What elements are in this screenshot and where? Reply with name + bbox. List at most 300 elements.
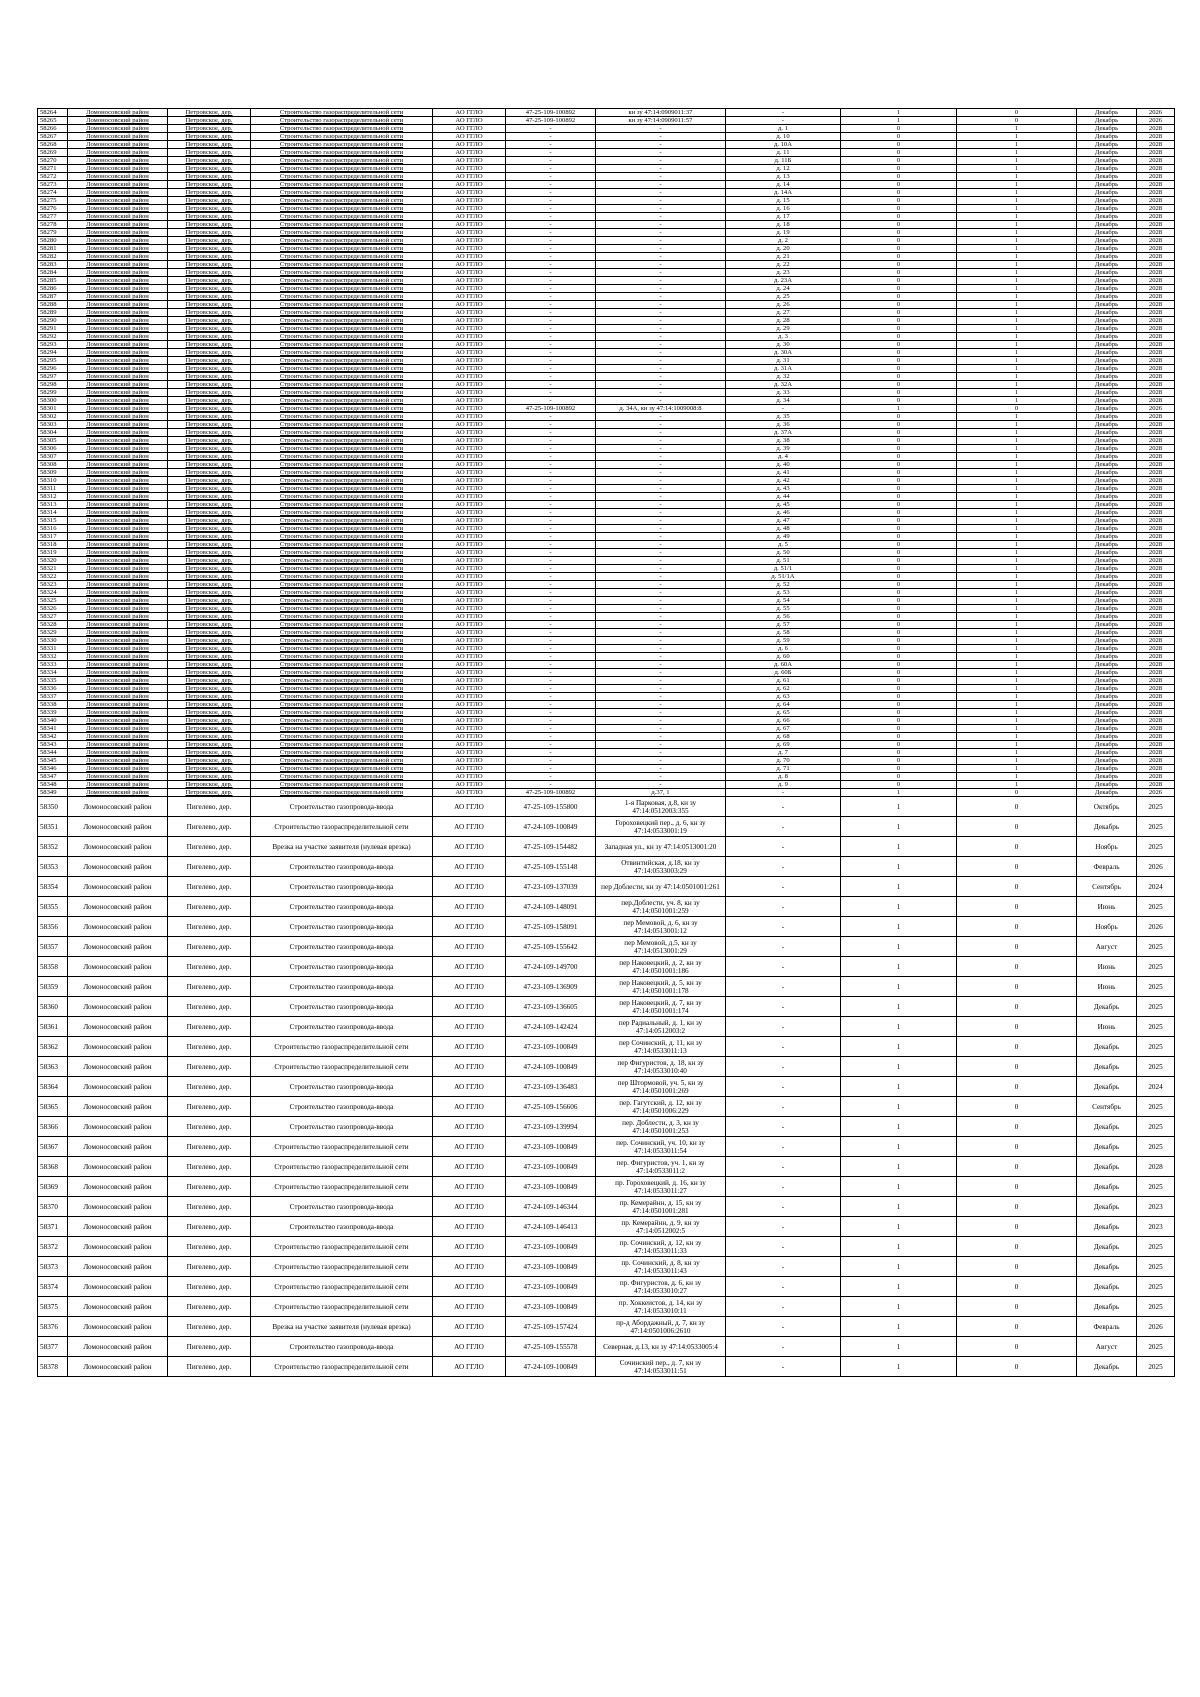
cadastral-address-cell: -: [596, 413, 726, 421]
work-type-cell: Строительство газораспределительной сети: [251, 157, 433, 165]
row-number: 58352: [38, 837, 68, 857]
month-cell: Декабрь: [1077, 549, 1137, 557]
house-number-cell: д. 57: [726, 621, 841, 629]
organization-cell: АО ГГЛО: [433, 149, 506, 157]
work-type-cell: Строительство газораспределительной сети: [251, 725, 433, 733]
table-row: [38, 141, 1175, 149]
work-type-cell: Строительство газораспределительной сети: [251, 165, 433, 173]
cadastral-address-cell: -: [596, 325, 726, 333]
cadastral-address-cell: Гороховецкий пер., д. 6, кн зу 47:14:0533001:19: [596, 817, 726, 837]
work-type-cell: Строительство газораспределительной сети: [251, 133, 433, 141]
contract-number-cell: -: [506, 205, 596, 213]
year-cell: 2028: [1137, 597, 1175, 605]
connected-count-cell: 0: [841, 725, 957, 733]
planned-count-cell: 1: [957, 229, 1077, 237]
month-cell: Декабрь: [1077, 653, 1137, 661]
month-cell: Декабрь: [1077, 1257, 1137, 1277]
locality-cell: Пигелево, дер.: [168, 997, 251, 1017]
planned-count-cell: 0: [957, 1117, 1077, 1137]
organization-cell: АО ГГЛО: [433, 109, 506, 117]
month-cell: Декабрь: [1077, 117, 1137, 125]
locality-cell: Петровское, дер.: [168, 213, 251, 221]
planned-count-cell: 1: [957, 421, 1077, 429]
organization-cell: АО ГГЛО: [433, 477, 506, 485]
month-cell: Октябрь: [1077, 797, 1137, 817]
contract-number-cell: -: [506, 333, 596, 341]
year-cell: 2028: [1137, 485, 1175, 493]
row-number: 58303: [38, 421, 68, 429]
planned-count-cell: 1: [957, 597, 1077, 605]
month-cell: Декабрь: [1077, 421, 1137, 429]
row-number: 58350: [38, 797, 68, 817]
year-cell: 2028: [1137, 165, 1175, 173]
house-number-cell: д. 38: [726, 437, 841, 445]
month-cell: Декабрь: [1077, 781, 1137, 789]
house-number-cell: д. 47: [726, 517, 841, 525]
district-cell: Ломоносовский район: [68, 1257, 168, 1277]
year-cell: 2028: [1137, 477, 1175, 485]
contract-number-cell: -: [506, 165, 596, 173]
row-number: 58276: [38, 205, 68, 213]
contract-number-cell: -: [506, 509, 596, 517]
year-cell: 2028: [1137, 141, 1175, 149]
locality-cell: Петровское, дер.: [168, 717, 251, 725]
table-row: [38, 589, 1175, 597]
work-type-cell: Строительство газораспределительной сети: [251, 333, 433, 341]
cadastral-address-cell: кн зу 47:14:0909011:57: [596, 117, 726, 125]
locality-cell: Пигелево, дер.: [168, 1117, 251, 1137]
cadastral-address-cell: 1-я Парковая, д.8, кн зу 47:14:0512003:355: [596, 797, 726, 817]
cadastral-address-cell: пр-д Абордажный, д. 7, кн зу 47:14:0501006:2610: [596, 1317, 726, 1337]
planned-count-cell: 1: [957, 565, 1077, 573]
house-number-cell: д. 71: [726, 765, 841, 773]
district-cell: Ломоносовский район: [68, 429, 168, 437]
work-type-cell: Строительство газораспределительной сети: [251, 717, 433, 725]
organization-cell: АО ГГЛО: [433, 789, 506, 797]
row-number: 58337: [38, 693, 68, 701]
house-number-cell: -: [726, 1277, 841, 1297]
connected-count-cell: 0: [841, 253, 957, 261]
year-cell: 2028: [1137, 629, 1175, 637]
planned-count-cell: 0: [957, 1257, 1077, 1277]
month-cell: Декабрь: [1077, 301, 1137, 309]
row-number: 58359: [38, 977, 68, 997]
connected-count-cell: 0: [841, 685, 957, 693]
organization-cell: АО ГГЛО: [433, 181, 506, 189]
house-number-cell: д. 36: [726, 421, 841, 429]
row-number: 58365: [38, 1097, 68, 1117]
cadastral-address-cell: -: [596, 573, 726, 581]
work-type-cell: Строительство газораспределительной сети: [251, 205, 433, 213]
contract-number-cell: -: [506, 421, 596, 429]
contract-number-cell: 47-23-109-136483: [506, 1077, 596, 1097]
locality-cell: Петровское, дер.: [168, 245, 251, 253]
work-type-cell: Строительство газораспределительной сети: [251, 765, 433, 773]
row-number: 58372: [38, 1237, 68, 1257]
planned-count-cell: 1: [957, 749, 1077, 757]
locality-cell: Пигелево, дер.: [168, 1097, 251, 1117]
month-cell: Декабрь: [1077, 277, 1137, 285]
connected-count-cell: 1: [841, 1117, 957, 1137]
work-type-cell: Строительство газораспределительной сети: [251, 357, 433, 365]
year-cell: 2024: [1137, 1077, 1175, 1097]
row-number: 58265: [38, 117, 68, 125]
connected-count-cell: 0: [841, 301, 957, 309]
month-cell: Декабрь: [1077, 357, 1137, 365]
house-number-cell: -: [726, 789, 841, 797]
month-cell: Декабрь: [1077, 1177, 1137, 1197]
locality-cell: Пигелево, дер.: [168, 1037, 251, 1057]
month-cell: Декабрь: [1077, 1077, 1137, 1097]
year-cell: 2028: [1137, 781, 1175, 789]
table-row: [38, 1177, 1175, 1197]
row-number: 58310: [38, 477, 68, 485]
house-number-cell: -: [726, 1017, 841, 1037]
month-cell: Декабрь: [1077, 645, 1137, 653]
locality-cell: Пигелево, дер.: [168, 837, 251, 857]
row-number: 58273: [38, 181, 68, 189]
month-cell: Декабрь: [1077, 533, 1137, 541]
year-cell: 2028: [1137, 757, 1175, 765]
house-number-cell: -: [726, 1337, 841, 1357]
locality-cell: Петровское, дер.: [168, 445, 251, 453]
row-number: 58298: [38, 381, 68, 389]
locality-cell: Петровское, дер.: [168, 685, 251, 693]
month-cell: Декабрь: [1077, 261, 1137, 269]
planned-count-cell: 1: [957, 525, 1077, 533]
year-cell: 2026: [1137, 789, 1175, 797]
locality-cell: Петровское, дер.: [168, 237, 251, 245]
contract-number-cell: -: [506, 237, 596, 245]
work-type-cell: Строительство газораспределительной сети: [251, 413, 433, 421]
row-number: 58341: [38, 725, 68, 733]
cadastral-address-cell: пер Радиальный, д. 1, кн зу 47:14:0512003:2: [596, 1017, 726, 1037]
month-cell: Декабрь: [1077, 1197, 1137, 1217]
work-type-cell: Строительство газопровода-ввода: [251, 997, 433, 1017]
planned-count-cell: 1: [957, 453, 1077, 461]
connected-count-cell: 0: [841, 733, 957, 741]
district-cell: Ломоносовский район: [68, 405, 168, 413]
contract-number-cell: -: [506, 157, 596, 165]
organization-cell: АО ГГЛО: [433, 485, 506, 493]
locality-cell: Петровское, дер.: [168, 773, 251, 781]
locality-cell: Петровское, дер.: [168, 333, 251, 341]
house-number-cell: д. 55: [726, 605, 841, 613]
contract-number-cell: -: [506, 645, 596, 653]
locality-cell: Пигелево, дер.: [168, 1197, 251, 1217]
connected-count-cell: 0: [841, 661, 957, 669]
district-cell: Ломоносовский район: [68, 1317, 168, 1337]
cadastral-address-cell: -: [596, 357, 726, 365]
table-row: [38, 757, 1175, 765]
year-cell: 2028: [1137, 589, 1175, 597]
row-number: 58377: [38, 1337, 68, 1357]
year-cell: 2025: [1137, 1237, 1175, 1257]
district-cell: Ломоносовский район: [68, 1157, 168, 1177]
cadastral-address-cell: -: [596, 373, 726, 381]
connected-count-cell: 0: [841, 517, 957, 525]
district-cell: Ломоносовский район: [68, 693, 168, 701]
planned-count-cell: 0: [957, 1197, 1077, 1217]
locality-cell: Петровское, дер.: [168, 629, 251, 637]
connected-count-cell: 1: [841, 1257, 957, 1277]
work-type-cell: Строительство газораспределительной сети: [251, 661, 433, 669]
district-cell: Ломоносовский район: [68, 685, 168, 693]
connected-count-cell: 0: [841, 197, 957, 205]
table-row: [38, 573, 1175, 581]
planned-count-cell: 1: [957, 605, 1077, 613]
year-cell: 2028: [1137, 413, 1175, 421]
work-type-cell: Строительство газораспределительной сети: [251, 817, 433, 837]
house-number-cell: д. 25: [726, 293, 841, 301]
table-row: [38, 285, 1175, 293]
cadastral-address-cell: Западная ул., кн зу 47:14:0513001:20: [596, 837, 726, 857]
organization-cell: АО ГГЛО: [433, 277, 506, 285]
district-cell: Ломоносовский район: [68, 501, 168, 509]
organization-cell: АО ГГЛО: [433, 645, 506, 653]
organization-cell: АО ГГЛО: [433, 533, 506, 541]
contract-number-cell: -: [506, 285, 596, 293]
connected-count-cell: 0: [841, 589, 957, 597]
year-cell: 2028: [1137, 493, 1175, 501]
row-number: 58344: [38, 749, 68, 757]
work-type-cell: Строительство газораспределительной сети: [251, 141, 433, 149]
organization-cell: АО ГГЛО: [433, 301, 506, 309]
row-number: 58315: [38, 517, 68, 525]
planned-count-cell: 1: [957, 133, 1077, 141]
organization-cell: АО ГГЛО: [433, 261, 506, 269]
work-type-cell: Строительство газораспределительной сети: [251, 309, 433, 317]
month-cell: Июнь: [1077, 957, 1137, 977]
year-cell: 2028: [1137, 197, 1175, 205]
cadastral-address-cell: -: [596, 637, 726, 645]
year-cell: 2028: [1137, 237, 1175, 245]
contract-number-cell: -: [506, 149, 596, 157]
work-type-cell: Строительство газораспределительной сети: [251, 365, 433, 373]
locality-cell: Пигелево, дер.: [168, 1057, 251, 1077]
locality-cell: Петровское, дер.: [168, 461, 251, 469]
contract-number-cell: 47-25-109-100892: [506, 789, 596, 797]
district-cell: Ломоносовский район: [68, 181, 168, 189]
contract-number-cell: -: [506, 229, 596, 237]
planned-count-cell: 1: [957, 781, 1077, 789]
contract-number-cell: -: [506, 613, 596, 621]
district-cell: Ломоносовский район: [68, 341, 168, 349]
locality-cell: Петровское, дер.: [168, 653, 251, 661]
house-number-cell: д. 20: [726, 245, 841, 253]
district-cell: Ломоносовский район: [68, 541, 168, 549]
row-number: 58370: [38, 1197, 68, 1217]
organization-cell: АО ГГЛО: [433, 589, 506, 597]
house-number-cell: д. 10: [726, 133, 841, 141]
planned-count-cell: 1: [957, 701, 1077, 709]
district-cell: Ломоносовский район: [68, 789, 168, 797]
month-cell: Декабрь: [1077, 1217, 1137, 1237]
house-number-cell: д. 60: [726, 653, 841, 661]
cadastral-address-cell: -: [596, 525, 726, 533]
planned-count-cell: 0: [957, 1017, 1077, 1037]
year-cell: 2025: [1137, 1257, 1175, 1277]
house-number-cell: д. 23А: [726, 277, 841, 285]
year-cell: 2028: [1137, 581, 1175, 589]
district-cell: Ломоносовский район: [68, 197, 168, 205]
table-row: [38, 117, 1175, 125]
year-cell: 2026: [1137, 857, 1175, 877]
planned-count-cell: 1: [957, 373, 1077, 381]
organization-cell: АО ГГЛО: [433, 349, 506, 357]
table-row: [38, 221, 1175, 229]
organization-cell: АО ГГЛО: [433, 1357, 506, 1377]
cadastral-address-cell: -: [596, 749, 726, 757]
house-number-cell: д. 43: [726, 485, 841, 493]
planned-count-cell: 1: [957, 437, 1077, 445]
connected-count-cell: 0: [841, 597, 957, 605]
work-type-cell: Строительство газораспределительной сети: [251, 589, 433, 597]
work-type-cell: Строительство газораспределительной сети: [251, 677, 433, 685]
cadastral-address-cell: пр. Кемерайнн, д. 15, кн зу 47:14:0501001:281: [596, 1197, 726, 1217]
contract-number-cell: -: [506, 253, 596, 261]
organization-cell: АО ГГЛО: [433, 237, 506, 245]
planned-count-cell: 1: [957, 517, 1077, 525]
locality-cell: Петровское, дер.: [168, 669, 251, 677]
cadastral-address-cell: -: [596, 549, 726, 557]
month-cell: Декабрь: [1077, 525, 1137, 533]
planned-count-cell: 0: [957, 109, 1077, 117]
work-type-cell: Строительство газораспределительной сети: [251, 1137, 433, 1157]
cadastral-address-cell: -: [596, 237, 726, 245]
house-number-cell: д. 51/1А: [726, 573, 841, 581]
work-type-cell: Строительство газораспределительной сети: [251, 421, 433, 429]
cadastral-address-cell: -: [596, 181, 726, 189]
house-number-cell: д. 28: [726, 317, 841, 325]
house-number-cell: д. 13: [726, 173, 841, 181]
district-cell: Ломоносовский район: [68, 325, 168, 333]
work-type-cell: Строительство газораспределительной сети: [251, 597, 433, 605]
planned-count-cell: 1: [957, 317, 1077, 325]
planned-count-cell: 1: [957, 125, 1077, 133]
connected-count-cell: 0: [841, 509, 957, 517]
planned-count-cell: 0: [957, 797, 1077, 817]
month-cell: Декабрь: [1077, 765, 1137, 773]
year-cell: 2028: [1137, 213, 1175, 221]
contract-number-cell: -: [506, 181, 596, 189]
work-type-cell: Строительство газопровода-ввода: [251, 1117, 433, 1137]
house-number-cell: д. 14: [726, 181, 841, 189]
organization-cell: АО ГГЛО: [433, 605, 506, 613]
month-cell: Декабрь: [1077, 437, 1137, 445]
month-cell: Декабрь: [1077, 517, 1137, 525]
planned-count-cell: 0: [957, 837, 1077, 857]
cadastral-address-cell: кн зу 47:14:0909011:37: [596, 109, 726, 117]
house-number-cell: -: [726, 1177, 841, 1197]
house-number-cell: д. 58: [726, 629, 841, 637]
year-cell: 2025: [1137, 837, 1175, 857]
connected-count-cell: 1: [841, 1157, 957, 1177]
locality-cell: Пигелево, дер.: [168, 1277, 251, 1297]
planned-count-cell: 1: [957, 493, 1077, 501]
table-row: [38, 437, 1175, 445]
contract-number-cell: -: [506, 501, 596, 509]
year-cell: 2028: [1137, 421, 1175, 429]
row-number: 58336: [38, 685, 68, 693]
connected-count-cell: 0: [841, 477, 957, 485]
district-cell: Ломоносовский район: [68, 1017, 168, 1037]
table-row: [38, 213, 1175, 221]
month-cell: Декабрь: [1077, 709, 1137, 717]
table-row: [38, 1237, 1175, 1257]
cadastral-address-cell: -: [596, 381, 726, 389]
district-cell: Ломоносовский район: [68, 1177, 168, 1197]
contract-number-cell: -: [506, 221, 596, 229]
cadastral-address-cell: пер.Доблести, уч. 8, кн зу 47:14:0501001:259: [596, 897, 726, 917]
row-number: 58374: [38, 1277, 68, 1297]
row-number: 58375: [38, 1297, 68, 1317]
row-number: 58297: [38, 373, 68, 381]
district-cell: Ломоносовский район: [68, 173, 168, 181]
work-type-cell: Строительство газораспределительной сети: [251, 621, 433, 629]
planned-count-cell: 1: [957, 141, 1077, 149]
connected-count-cell: 0: [841, 341, 957, 349]
planned-count-cell: 1: [957, 773, 1077, 781]
district-cell: Ломоносовский район: [68, 253, 168, 261]
work-type-cell: Строительство газораспределительной сети: [251, 341, 433, 349]
table-row: [38, 125, 1175, 133]
contract-number-cell: -: [506, 517, 596, 525]
row-number: 58321: [38, 565, 68, 573]
cadastral-address-cell: -: [596, 333, 726, 341]
district-cell: Ломоносовский район: [68, 857, 168, 877]
house-number-cell: -: [726, 897, 841, 917]
connected-count-cell: 1: [841, 1077, 957, 1097]
connected-count-cell: 1: [841, 857, 957, 877]
year-cell: 2025: [1137, 937, 1175, 957]
connected-count-cell: 0: [841, 717, 957, 725]
work-type-cell: Строительство газораспределительной сети: [251, 197, 433, 205]
house-number-cell: -: [726, 1117, 841, 1137]
year-cell: 2028: [1137, 677, 1175, 685]
planned-count-cell: 1: [957, 277, 1077, 285]
planned-count-cell: 1: [957, 149, 1077, 157]
work-type-cell: Строительство газораспределительной сети: [251, 741, 433, 749]
month-cell: Декабрь: [1077, 817, 1137, 837]
district-cell: Ломоносовский район: [68, 669, 168, 677]
house-number-cell: -: [726, 797, 841, 817]
table-row: [38, 1017, 1175, 1037]
table-row: [38, 373, 1175, 381]
work-type-cell: Строительство газораспределительной сети: [251, 125, 433, 133]
house-number-cell: д. 16: [726, 205, 841, 213]
table-row: [38, 245, 1175, 253]
row-number: 58376: [38, 1317, 68, 1337]
year-cell: 2028: [1137, 533, 1175, 541]
house-number-cell: д. 42: [726, 477, 841, 485]
house-number-cell: д. 50: [726, 549, 841, 557]
connected-count-cell: 1: [841, 1137, 957, 1157]
work-type-cell: Строительство газораспределительной сети: [251, 1257, 433, 1277]
cadastral-address-cell: -: [596, 445, 726, 453]
row-number: 58309: [38, 469, 68, 477]
work-type-cell: Строительство газораспределительной сети: [251, 613, 433, 621]
month-cell: Декабрь: [1077, 173, 1137, 181]
connected-count-cell: 0: [841, 221, 957, 229]
cadastral-address-cell: -: [596, 661, 726, 669]
planned-count-cell: 1: [957, 253, 1077, 261]
month-cell: Февраль: [1077, 857, 1137, 877]
district-cell: Ломоносовский район: [68, 477, 168, 485]
cadastral-address-cell: -: [596, 685, 726, 693]
cadastral-address-cell: -: [596, 205, 726, 213]
month-cell: Декабрь: [1077, 333, 1137, 341]
